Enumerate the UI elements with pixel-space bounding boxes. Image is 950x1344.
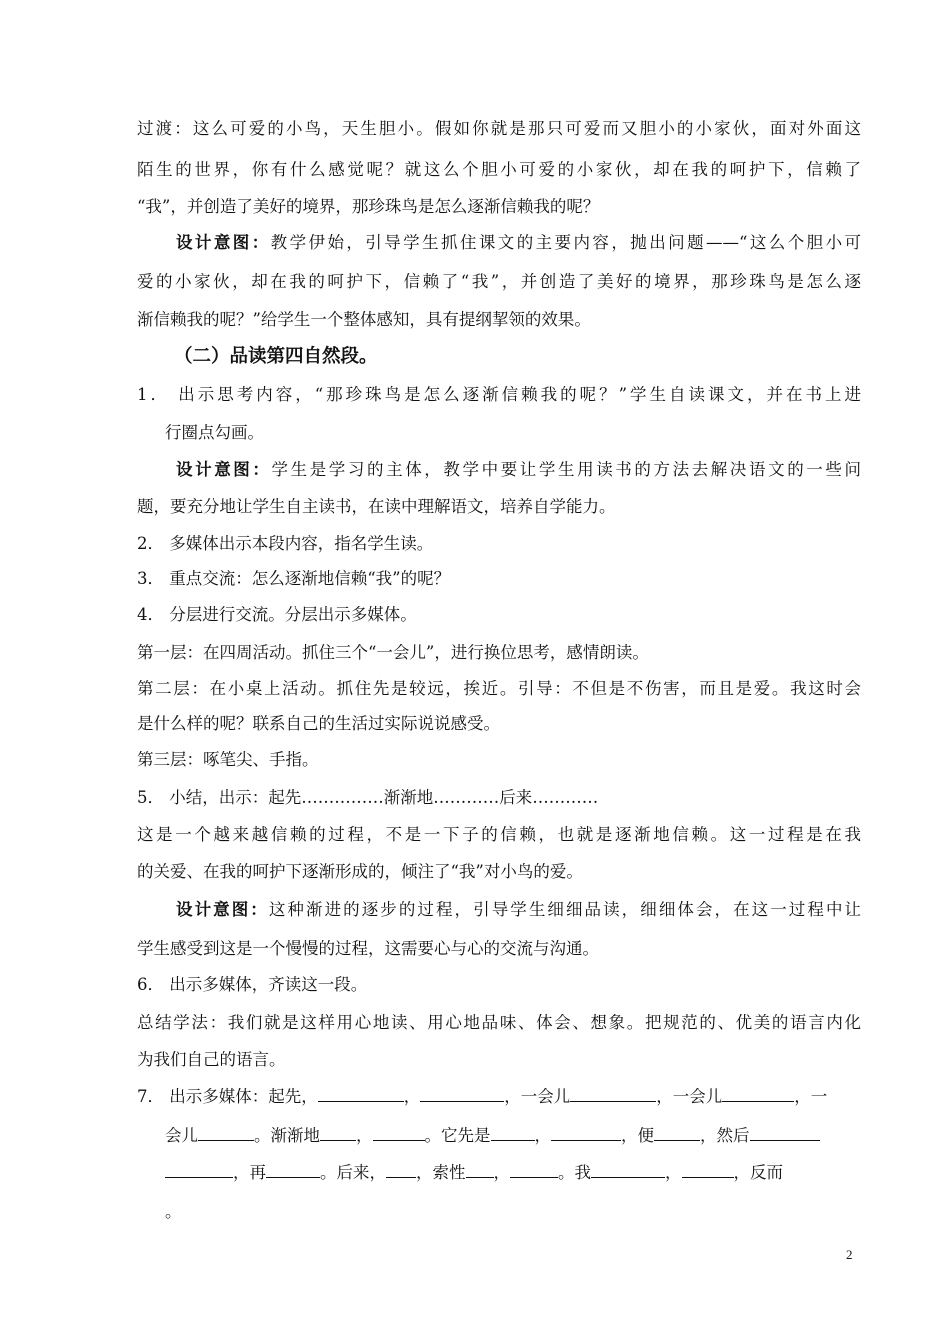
item-7-line-2: 会儿 。渐渐地 ， 。它先是 ， ，便 ，然后	[165, 1124, 861, 1148]
fill-blank	[722, 1086, 794, 1102]
fill-blank	[682, 1162, 734, 1178]
item-7-line-3: ，再 。后来， ，索性 ， 。我 ， ，反而	[165, 1161, 861, 1185]
item-1-line-1: 1． 出示思考内容，“那珍珠鸟是怎么逐渐信赖我的呢？”学生自读课文，并在书上进	[137, 385, 861, 404]
design-intent-3-line-2: 学生感受到这是一个慢慢的过程，这需要心与心的交流与沟通。	[137, 939, 599, 958]
fill-blank	[266, 1162, 320, 1178]
design-intent-3-line-1: 设计意图：这种渐进的逐步的过程，引导学生细细品读，细细体会，在这一过程中让	[176, 900, 862, 919]
design-intent-2-line-1: 设计意图：学生是学习的主体，教学中要让学生用读书的方法去解决语文的一些问	[176, 460, 862, 479]
fill-blank	[654, 1125, 700, 1141]
method-line-1: 总结学法：我们就是这样用心地读、用心地品味、体会、想象。把规范的、优美的语言内化	[137, 1013, 861, 1032]
design-intent-1-line-1: 设计意图：教学伊始，引导学生抓住课文的主要内容，抛出问题——“这么个胆小可	[176, 233, 862, 252]
design-intent-1-line-3: 渐信赖我的呢？”给学生一个整体感知，具有提纲挈领的效果。	[137, 310, 591, 329]
layer-2-line-2: 是什么样的呢？联系自己的生活过实际说说感受。	[137, 714, 500, 733]
fill-blank	[570, 1086, 656, 1102]
fill-blank	[165, 1162, 233, 1178]
item-7-line-1: 7． 出示多媒体：起先， ， ，一会儿 ，一会儿 ，一	[137, 1087, 828, 1106]
fill-blank	[466, 1162, 494, 1178]
design-intent-label: 设计意图：	[176, 233, 271, 252]
fill-blank	[198, 1125, 254, 1141]
summary-line-1: 这是一个越来越信赖的过程，不是一下子的信赖，也就是逐渐地信赖。这一过程是在我	[137, 825, 861, 844]
layer-3: 第三层：啄笔尖、手指。	[137, 750, 319, 769]
item-4: 4． 分层进行交流。分层出示多媒体。	[137, 605, 417, 624]
section-heading: （二）品读第四自然段。	[174, 346, 378, 367]
fill-blank	[510, 1162, 558, 1178]
page-number: 2	[846, 1247, 853, 1262]
layer-2-line-1: 第二层：在小桌上活动。抓住先是较远，挨近。引导：不但是不伤害，而且是爱。我这时会	[137, 679, 861, 698]
method-line-2: 为我们自己的语言。	[137, 1050, 286, 1069]
fill-blank	[320, 1125, 356, 1141]
design-intent-label: 设计意图：	[176, 460, 272, 479]
item-2: 2． 多媒体出示本段内容，指名学生读。	[137, 534, 434, 553]
design-intent-label: 设计意图：	[176, 900, 269, 919]
fill-blank	[420, 1086, 504, 1102]
fill-blank	[491, 1125, 535, 1141]
fill-blank	[386, 1162, 416, 1178]
fill-blank	[750, 1125, 820, 1141]
transition-line-2: 陌生的世界，你有什么感觉呢？就这么个胆小可爱的小家伙，却在我的呵护下，信赖了	[137, 160, 861, 179]
transition-line-3: “我”，并创造了美好的境界，那珍珠鸟是怎么逐渐信赖我的呢？	[137, 197, 600, 216]
item-1-line-2: 行圈点勾画。	[165, 423, 264, 442]
summary-line-2: 的关爱、在我的呵护下逐渐形成的，倾注了“我”对小鸟的爱。	[137, 862, 583, 881]
item-6: 6． 出示多媒体，齐读这一段。	[137, 975, 368, 994]
item-3: 3． 重点交流：怎么逐渐地信赖“我”的呢？	[137, 569, 451, 588]
fill-blank	[591, 1162, 665, 1178]
fill-blank	[551, 1125, 621, 1141]
layer-1: 第一层：在四周活动。抓住三个“一会儿”，进行换位思考，感情朗读。	[137, 643, 649, 662]
item-5: 5． 小结，出示：起先……………渐渐地…………后来…………	[137, 788, 599, 807]
item-7-line-4: 。	[165, 1202, 182, 1221]
fill-blank	[318, 1086, 404, 1102]
transition-line-1: 过渡：这么可爱的小鸟，天生胆小。假如你就是那只可爱而又胆小的小家伙，面对外面这	[137, 119, 861, 138]
design-intent-1-line-2: 爱的小家伙，却在我的呵护下，信赖了“我”，并创造了美好的境界，那珍珠鸟是怎么逐	[137, 272, 861, 291]
design-intent-2-line-2: 题，要充分地让学生自主读书，在读中理解语文，培养自学能力。	[137, 497, 616, 516]
fill-blank	[373, 1125, 425, 1141]
